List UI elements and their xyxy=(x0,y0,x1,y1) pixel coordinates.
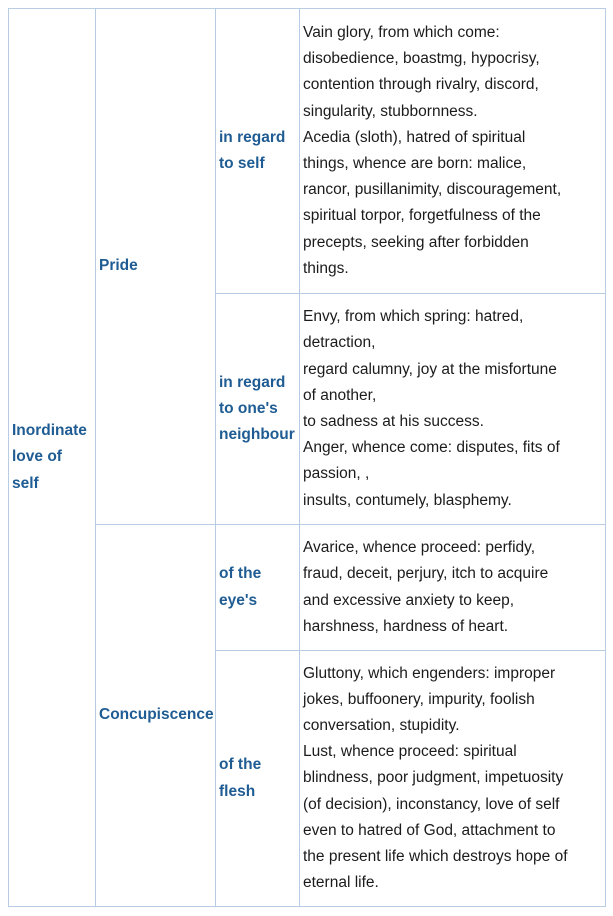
desc-line: Acedia (sloth), hatred of spiritual xyxy=(303,128,526,146)
desc-line: passion, , xyxy=(303,465,370,483)
desc-line: Anger, whence come: disputes, fits of xyxy=(303,439,560,457)
desc-line: the present life which destroys hope of xyxy=(303,848,568,865)
desc-line: (of decision), inconstancy, love of self xyxy=(303,795,560,813)
vices-table xyxy=(8,8,606,907)
sub-cell-neighbour xyxy=(216,294,300,525)
sub-label-line: flesh xyxy=(219,782,256,800)
table-row xyxy=(9,525,606,651)
sub-label-line: eye's xyxy=(219,591,258,609)
sub-label-line: in regard xyxy=(219,128,286,146)
desc-line: disobedience, boastmg, hypocrisy, xyxy=(303,50,540,68)
desc-line: even to hatred of God, attachment to xyxy=(303,821,556,839)
branch-cell-pride xyxy=(96,9,216,525)
root-label-line: self xyxy=(12,474,39,492)
desc-line: conversation, stupidity. xyxy=(303,716,460,734)
sub-label-line: in regard xyxy=(219,373,286,391)
desc-line: jokes, buffoonery, impurity, foolish xyxy=(303,690,535,708)
desc-line: of another, xyxy=(303,386,377,404)
desc-line: and excessive anxiety to keep, xyxy=(303,591,515,609)
desc-line: things. xyxy=(303,259,349,277)
branch-cell-concupiscence xyxy=(96,525,216,907)
desc-line: spiritual torpor, forgetfulness of the xyxy=(303,207,541,225)
desc-line: singularity, stubbornness. xyxy=(303,102,478,120)
desc-cell-self xyxy=(300,9,606,294)
desc-line: precepts, seeking after forbidden xyxy=(303,233,529,251)
desc-line: regard calumny, joy at the misfortune xyxy=(303,360,557,378)
branch-label: Pride xyxy=(99,257,138,275)
desc-cell-flesh xyxy=(300,651,606,907)
desc-line: Lust, whence proceed: spiritual xyxy=(303,743,517,761)
desc-line: Avarice, whence proceed: perfidy, xyxy=(303,539,536,557)
desc-line: harshness, hardness of heart. xyxy=(303,617,509,635)
desc-line: contention through rivalry, discord, xyxy=(303,76,539,94)
desc-cell-eyes xyxy=(300,525,606,651)
sub-label-line: to self xyxy=(219,155,265,172)
desc-line: to sadness at his success. xyxy=(303,413,484,430)
sub-label-line: to one's xyxy=(219,399,278,417)
sub-cell-self xyxy=(216,9,300,294)
branch-label: Concupiscence xyxy=(99,706,214,724)
desc-line: Envy, from which spring: hatred, xyxy=(303,308,524,326)
sub-cell-eyes xyxy=(216,525,300,651)
table-row xyxy=(9,9,606,294)
sub-label-line: neighbour xyxy=(219,426,295,444)
desc-line: things, whence are born: malice, xyxy=(303,155,527,172)
sub-cell-flesh xyxy=(216,651,300,907)
desc-line: Vain glory, from which come: xyxy=(303,23,500,41)
desc-line: insults, contumely, blasphemy. xyxy=(303,491,512,509)
desc-line: eternal life. xyxy=(303,874,379,892)
desc-line: fraud, deceit, perjury, itch to acquire xyxy=(303,565,549,583)
root-label-line: Inordinate xyxy=(12,422,87,440)
desc-line: detraction, xyxy=(303,334,376,352)
desc-line: rancor, pusillanimity, discouragement, xyxy=(303,181,562,199)
root-cell xyxy=(9,9,96,907)
root-label-line: love of xyxy=(12,448,62,466)
desc-cell-neighbour xyxy=(300,294,606,525)
sub-label-line: of the xyxy=(219,756,262,774)
sub-label-line: of the xyxy=(219,565,262,583)
desc-line: Gluttony, which engenders: improper xyxy=(303,664,556,682)
desc-line: blindness, poor judgment, impetuosity xyxy=(303,769,564,787)
